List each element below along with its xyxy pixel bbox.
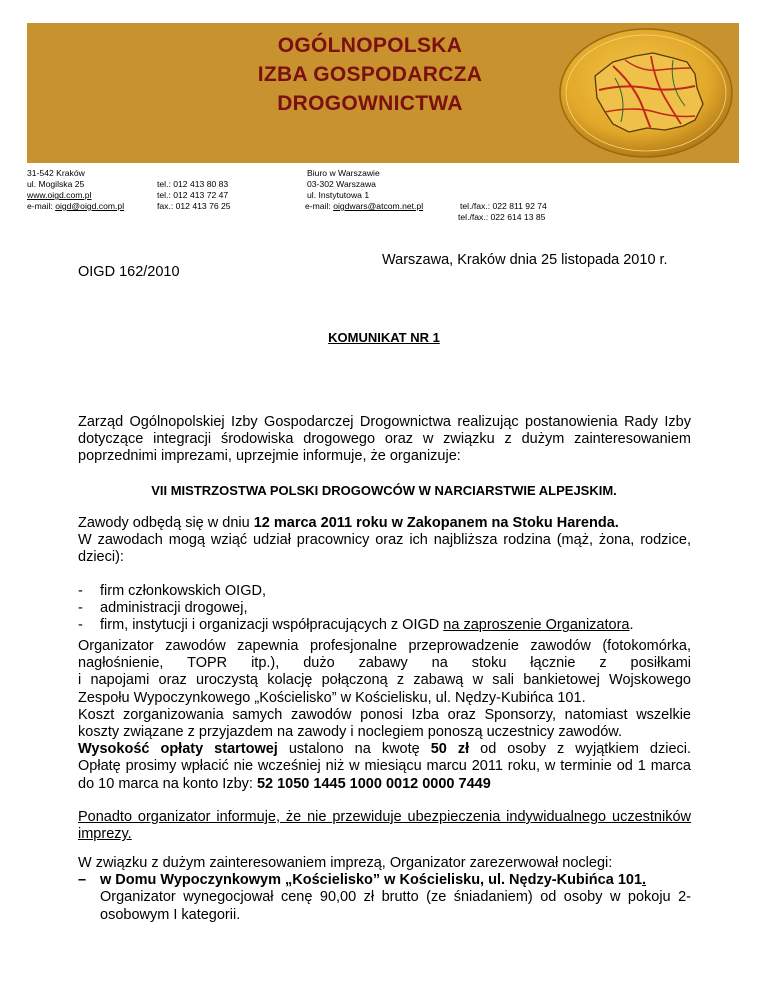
list-item: - firm, instytucji i organizacji współpracujących z OIGD na zaproszenie Organizatora. bbox=[78, 617, 691, 634]
event-details bbox=[78, 515, 691, 567]
document-title: KOMUNIKAT NR 1 bbox=[328, 330, 440, 345]
title-line-2: IZBA GOSPODARCZA bbox=[257, 63, 483, 86]
krakow-email-link[interactable]: oigd@oigd.com.pl bbox=[55, 201, 125, 211]
lodging-place: w Domu Wypoczynkowym „Kościelisko” w Kościelisku, ul. Nędzy-Kubińca 101 bbox=[100, 872, 643, 889]
warszawa-tel-1: tel./fax.: 022 811 92 74 bbox=[460, 201, 547, 211]
lodging-price: Organizator wynegocjował cenę 90,00 zł brutto (ze śniadaniem) od osoby w pokoju 2-osobowym I kategorii. bbox=[100, 889, 691, 923]
insurance-notice: Ponadto organizator informuje, że nie przewiduje ubezpieczenia indywidualnego uczestników imprezy. bbox=[78, 809, 691, 843]
warszawa-postal: 03-302 Warszawa bbox=[307, 179, 376, 189]
organizer-line: Organizator zawodów zapewnia profesjonalne przeprowadzenie zawodów (fotokomórka, bbox=[78, 638, 691, 654]
bank-account: 52 1050 1445 1000 0012 0000 7449 bbox=[256, 775, 491, 792]
organization-name bbox=[230, 31, 510, 118]
organizer-paragraph bbox=[78, 638, 691, 793]
event-date-prefix: Zawody odbędą się w dniu bbox=[78, 515, 254, 531]
document-date: Warszawa, Kraków dnia 25 listopada 2010 r. bbox=[382, 252, 668, 268]
payment-text: Opłatę prosimy wpłacić nie wcześniej niż w miesiącu marcu 2011 roku, w terminie od 1 marca do 10 marca na konto Izby: 52 1050 1445 1000 0012 0000 7449 bbox=[78, 758, 691, 792]
warszawa-office: Biuro w Warszawie bbox=[307, 168, 380, 178]
krakow-address bbox=[27, 168, 124, 212]
warszawa-phones bbox=[458, 201, 547, 223]
eligibility-text: W zawodach mogą wziąć udział pracownicy oraz ich najbliższa rodzina (mąż, żona, rodzice, dzieci): bbox=[78, 532, 691, 566]
krakow-postal: 31-542 Kraków bbox=[27, 168, 85, 178]
krakow-street: ul. Mogilska 25 bbox=[27, 179, 85, 189]
title-line-3: DROGOWNICTWA bbox=[277, 92, 463, 115]
event-title: VII MISTRZOSTWA POLSKI DROGOWCÓW W NARCIARSTWIE ALPEJSKIM. bbox=[151, 483, 617, 498]
event-date-location: 12 marca 2011 roku w Zakopanem na Stoku Harenda. bbox=[253, 515, 619, 531]
krakow-tel-1: tel.: 012 413 80 83 bbox=[157, 179, 229, 189]
warszawa-email-link[interactable]: oigdwars@atcom.net.pl bbox=[333, 201, 424, 211]
warszawa-email-label: e-mail: bbox=[305, 201, 334, 211]
krakow-phones bbox=[157, 179, 231, 212]
intro-paragraph: Zarząd Ogólnopolskiej Izby Gospodarczej Drogownictwa realizując postanowienia Rady Izby dotyczące integracji środowiska drogowego oraz w związku z dużym zainteresowaniem poprzednimi imprezami, uprzejmie informuje, że organizuje: bbox=[78, 414, 691, 465]
invitation-note: na zaproszenie Organizatora bbox=[443, 617, 630, 634]
warszawa-street: ul. Instytutowa 1 bbox=[307, 190, 370, 200]
lodging-item: – w Domu Wypoczynkowym „Kościelisko” w Kościelisku, ul. Nędzy-Kubińca 101. Organizator wynegocjował cenę 90,00 zł brutto (ze śniadaniem) od osoby w pokoju 2-osobowym I kategorii. bbox=[78, 872, 691, 923]
fee-amount: 50 zł bbox=[430, 741, 470, 758]
list-item: - administracji drogowej, bbox=[78, 600, 691, 617]
organizer-line: Zespołu Wypoczynkowego „Kościelisko” w Kościelisku, ul. Nędzy-Kubińca 101. bbox=[78, 689, 586, 706]
krakow-website-link[interactable]: www.oigd.com.pl bbox=[27, 190, 92, 200]
title-line-1: OGÓLNOPOLSKA bbox=[277, 34, 463, 57]
document-reference: OIGD 162/2010 bbox=[78, 264, 180, 280]
eligibility-list bbox=[78, 583, 691, 635]
fee-text: Wysokość opłaty startowej ustalono na kwotę 50 zł od osoby z wyjątkiem dzieci. bbox=[78, 741, 692, 758]
krakow-email-label: e-mail: bbox=[27, 201, 56, 211]
lodging-intro: W związku z dużym zainteresowaniem imprezą, Organizator zarezerwował noclegi: bbox=[78, 855, 613, 871]
krakow-fax: fax.: 012 413 76 25 bbox=[157, 201, 231, 211]
list-item: - firm członkowskich OIGD, bbox=[78, 583, 691, 600]
organizer-line: i napojami oraz uroczystą kolację połączoną z zabawą w sali bankietowej Wojskowego bbox=[78, 672, 691, 689]
warszawa-address bbox=[305, 168, 423, 212]
oigd-logo-map-icon bbox=[555, 26, 737, 160]
lodging-section bbox=[78, 855, 691, 924]
organizer-line: nagłośnienie, TOPR itp.), dużo zabawy na stoku łącznie z posiłkami bbox=[78, 655, 691, 672]
warszawa-tel-2: tel./fax.: 022 614 13 85 bbox=[458, 212, 546, 222]
cost-text: Koszt zorganizowania samych zawodów ponosi Izba oraz Sponsorzy, natomiast wszelkie koszty związane z przyjazdem na zawody i noclegiem ponoszą uczestnicy zawodów. bbox=[78, 706, 691, 741]
krakow-tel-2: tel.: 012 413 72 47 bbox=[157, 190, 229, 200]
